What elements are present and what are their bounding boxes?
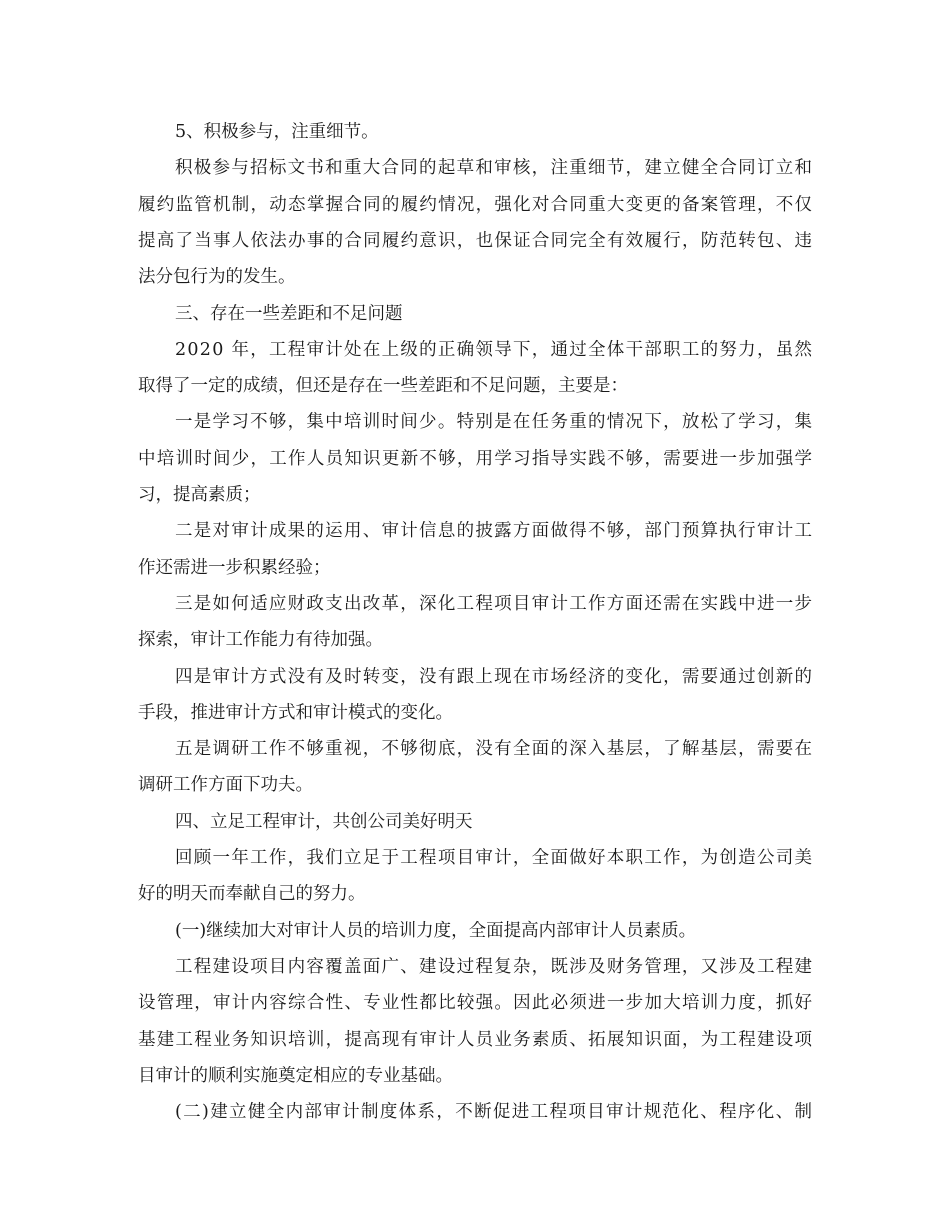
body-text: 五是调研工作不够重视，不够彻底，没有全面的深入基层，了解基层，需要在 [175, 739, 814, 760]
body-text: 三是如何适应财政支出改革，深化工程项目审计工作方面还需在实践中进一步 [175, 593, 814, 614]
body-text: 探索，审计工作能力有待加强。 [138, 630, 383, 651]
paragraph-first-line [0, 730, 950, 768]
paragraph-first-line [0, 658, 950, 696]
body-text: 目审计的顺利实施奠定相应的专业基础。 [138, 1065, 453, 1086]
body-text: 调研工作方面下功夫。 [138, 775, 313, 796]
paragraph-line [0, 621, 950, 659]
paragraph-first-line [0, 403, 950, 441]
body-text: 提高了当事人依法办事的合同履约意识，也保证合同完全有效履行，防范转包、违 [138, 230, 814, 251]
body-text: 作还需进一步积累经验； [138, 557, 331, 578]
body-text: 5、积极参与，注重细节。 [175, 122, 379, 142]
paragraph-first-line [0, 295, 950, 333]
body-text: 三、存在一些差距和不足问题 [175, 303, 403, 324]
paragraph-first-line [0, 803, 950, 841]
body-text: (二)建立健全内部审计制度体系，不断促进工程项目审计规范化、程序化、制 [175, 1102, 814, 1123]
body-text: 好的明天而奉献自己的努力。 [138, 884, 366, 905]
body-text: 基建工程业务知识培训，提高现有审计人员业务素质、拓展知识面，为工程建设项 [138, 1029, 814, 1050]
body-text: 法分包行为的发生。 [138, 267, 296, 288]
paragraph-first-line [0, 585, 950, 623]
paragraph-line [0, 875, 950, 913]
body-text: 四是审计方式没有及时转变，没有跟上现在市场经济的变化，需要通过创新的 [175, 666, 814, 687]
paragraph-line [0, 476, 950, 514]
paragraph-first-line [0, 113, 950, 151]
body-text: 设管理，审计内容综合性、专业性都比较强。因此必须进一步加大培训力度，抓好 [138, 993, 814, 1014]
body-text: 回顾一年工作，我们立足于工程项目审计，全面做好本职工作，为创造公司美 [175, 848, 814, 868]
body-text: (一)继续加大对审计人员的培训力度，全面提高内部审计人员素质。 [175, 920, 697, 941]
paragraph-first-line [0, 331, 950, 369]
body-text: 2020 年，工程审计处在上级的正确领导下，通过全体干部职工的努力，虽然 [175, 339, 814, 360]
body-text: 中培训时间少，工作人员知识更新不够，用学习指导实践不够，需要进一步加强学 [138, 448, 814, 469]
paragraph-line [0, 766, 950, 804]
body-text: 二是对审计成果的运用、审计信息的披露方面做得不够，部门预算执行审计工 [175, 521, 814, 542]
body-text: 积极参与招标文书和重大合同的起草和审核，注重细节，建立健全合同订立和 [175, 158, 814, 179]
paragraph-first-line [0, 839, 950, 877]
paragraph-line [0, 222, 950, 260]
paragraph-first-line [0, 912, 950, 950]
paragraph-first-line [0, 1093, 950, 1131]
paragraph-line [0, 1057, 950, 1095]
paragraph-line [0, 1021, 950, 1059]
body-text: 四、立足工程审计，共创公司美好明天 [175, 811, 473, 832]
paragraph-line [0, 984, 950, 1022]
body-text: 取得了一定的成绩，但还是存在一些差距和不足问题，主要是： [138, 376, 628, 397]
body-text: 一是学习不够，集中培训时间少。特别是在任务重的情况下，放松了学习，集 [175, 412, 814, 433]
paragraph-line [0, 440, 950, 478]
body-text: 习，提高素质； [138, 485, 261, 505]
body-text: 履约监管机制，动态掌握合同的履约情况，强化对合同重大变更的备案管理，不仅 [138, 194, 814, 215]
paragraph-first-line [0, 149, 950, 187]
paragraph-line [0, 694, 950, 732]
body-text: 工程建设项目内容覆盖面广、建设过程复杂，既涉及财务管理，又涉及工程建 [175, 956, 814, 977]
body-text: 手段，推进审计方式和审计模式的变化。 [138, 702, 453, 723]
paragraph-line [0, 367, 950, 405]
paragraph-line [0, 549, 950, 587]
paragraph-first-line [0, 512, 950, 550]
paragraph-line [0, 258, 950, 296]
paragraph-line [0, 186, 950, 224]
paragraph-first-line [0, 948, 950, 986]
